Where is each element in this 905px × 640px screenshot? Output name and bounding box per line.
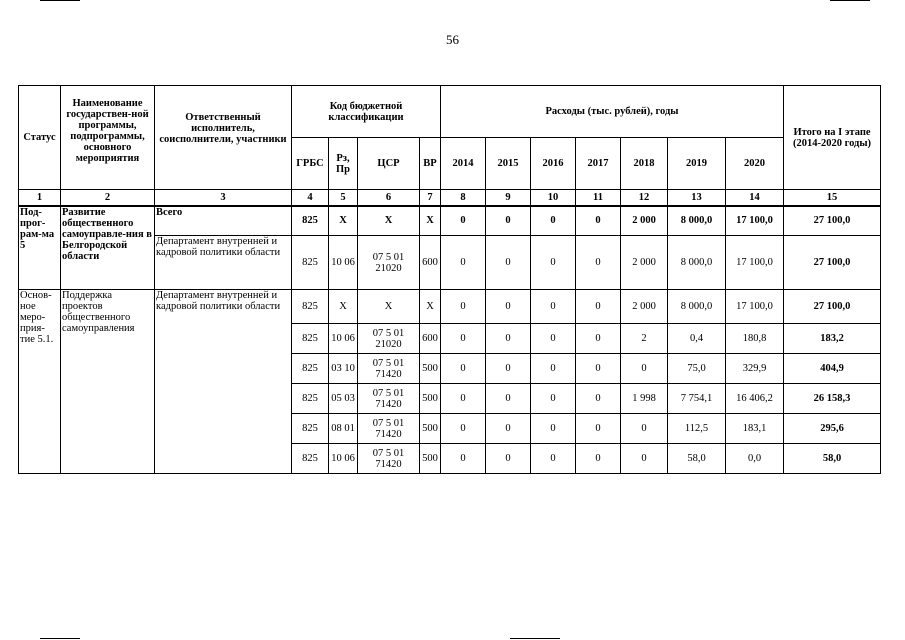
cell-2016: 0 bbox=[531, 354, 576, 384]
header-vr: ВР bbox=[420, 138, 441, 190]
cell-2015: 0 bbox=[486, 354, 531, 384]
cell-2015: 0 bbox=[486, 324, 531, 354]
cell-2015: 0 bbox=[486, 206, 531, 236]
cell-2018: 0 bbox=[621, 354, 668, 384]
cell-2015: 0 bbox=[486, 384, 531, 414]
cell-2018: 0 bbox=[621, 414, 668, 444]
cell-csr: Х bbox=[358, 290, 420, 324]
cell-grbs: 825 bbox=[292, 414, 329, 444]
cell-2020: 180,8 bbox=[726, 324, 784, 354]
column-number: 9 bbox=[486, 190, 531, 206]
cell-vr: 500 bbox=[420, 414, 441, 444]
scan-edge-mark bbox=[510, 638, 560, 639]
column-number: 6 bbox=[358, 190, 420, 206]
cell-2017: 0 bbox=[576, 206, 621, 236]
cell-grbs: 825 bbox=[292, 206, 329, 236]
cell-2016: 0 bbox=[531, 236, 576, 290]
cell-grbs: 825 bbox=[292, 354, 329, 384]
cell-2017: 0 bbox=[576, 324, 621, 354]
cell-2020: 17 100,0 bbox=[726, 290, 784, 324]
cell-rzpr: 03 10 bbox=[329, 354, 358, 384]
cell-2017: 0 bbox=[576, 354, 621, 384]
cell-2020: 17 100,0 bbox=[726, 206, 784, 236]
cell-vr: 600 bbox=[420, 236, 441, 290]
header-year: 2018 bbox=[621, 138, 668, 190]
cell-2018: 2 000 bbox=[621, 290, 668, 324]
column-number: 10 bbox=[531, 190, 576, 206]
cell-2014: 0 bbox=[441, 384, 486, 414]
cell-vr: 500 bbox=[420, 444, 441, 474]
cell-2019: 112,5 bbox=[668, 414, 726, 444]
cell-2014: 0 bbox=[441, 290, 486, 324]
cell-total: 27 100,0 bbox=[784, 290, 881, 324]
cell-2017: 0 bbox=[576, 290, 621, 324]
cell-2016: 0 bbox=[531, 414, 576, 444]
cell-2019: 8 000,0 bbox=[668, 206, 726, 236]
cell-rzpr: 10 06 bbox=[329, 236, 358, 290]
column-number: 5 bbox=[329, 190, 358, 206]
cell-2014: 0 bbox=[441, 354, 486, 384]
cell-2020: 16 406,2 bbox=[726, 384, 784, 414]
header-year: 2014 bbox=[441, 138, 486, 190]
budget-table bbox=[18, 85, 881, 474]
cell-2019: 0,4 bbox=[668, 324, 726, 354]
header-status: Статус bbox=[19, 86, 61, 190]
cell-total: 295,6 bbox=[784, 414, 881, 444]
cell-2020: 17 100,0 bbox=[726, 236, 784, 290]
cell-2015: 0 bbox=[486, 236, 531, 290]
cell-2018: 0 bbox=[621, 444, 668, 474]
cell-csr: 07 5 01 21020 bbox=[358, 324, 420, 354]
cell-vr: 500 bbox=[420, 384, 441, 414]
cell-2020: 0,0 bbox=[726, 444, 784, 474]
cell-grbs: 825 bbox=[292, 290, 329, 324]
cell-2018: 2 bbox=[621, 324, 668, 354]
column-number: 8 bbox=[441, 190, 486, 206]
cell-total: 27 100,0 bbox=[784, 206, 881, 236]
cell-2014: 0 bbox=[441, 324, 486, 354]
cell-rzpr: 08 01 bbox=[329, 414, 358, 444]
row-executor: Департамент внутренней и кадровой политики области bbox=[155, 290, 292, 474]
cell-2016: 0 bbox=[531, 206, 576, 236]
table-row bbox=[19, 206, 881, 236]
cell-2014: 0 bbox=[441, 414, 486, 444]
row-status: Основ-ное меро-прия-тие 5.1. bbox=[19, 290, 61, 474]
table-row bbox=[19, 290, 881, 324]
scan-edge-mark bbox=[830, 0, 870, 1]
cell-rzpr: Х bbox=[329, 290, 358, 324]
cell-csr: 07 5 01 71420 bbox=[358, 354, 420, 384]
header-csr: ЦСР bbox=[358, 138, 420, 190]
cell-2019: 8 000,0 bbox=[668, 290, 726, 324]
header-year: 2015 bbox=[486, 138, 531, 190]
cell-2019: 8 000,0 bbox=[668, 236, 726, 290]
header-expenses: Расходы (тыс. рублей), годы bbox=[441, 86, 784, 138]
cell-total: 27 100,0 bbox=[784, 236, 881, 290]
cell-2018: 2 000 bbox=[621, 206, 668, 236]
cell-vr: 500 bbox=[420, 354, 441, 384]
cell-rzpr: 05 03 bbox=[329, 384, 358, 414]
cell-vr: 600 bbox=[420, 324, 441, 354]
cell-total: 58,0 bbox=[784, 444, 881, 474]
cell-total: 26 158,3 bbox=[784, 384, 881, 414]
cell-2016: 0 bbox=[531, 384, 576, 414]
cell-vr: Х bbox=[420, 206, 441, 236]
page-number: 56 bbox=[446, 32, 459, 47]
cell-2015: 0 bbox=[486, 414, 531, 444]
header-grbs: ГРБС bbox=[292, 138, 329, 190]
row-name: Поддержка проектов общественного самоуправления bbox=[61, 290, 155, 474]
column-numbers-row bbox=[19, 190, 881, 206]
row-status: Под-прог-рам-ма 5 bbox=[19, 206, 61, 290]
cell-rzpr: 10 06 bbox=[329, 444, 358, 474]
header-year: 2016 bbox=[531, 138, 576, 190]
header-row-1 bbox=[19, 86, 881, 138]
header-total: Итого на I этапе (2014-2020 годы) bbox=[784, 86, 881, 190]
cell-2016: 0 bbox=[531, 324, 576, 354]
column-number: 11 bbox=[576, 190, 621, 206]
cell-2014: 0 bbox=[441, 444, 486, 474]
scan-edge-mark bbox=[40, 638, 80, 639]
cell-rzpr: Х bbox=[329, 206, 358, 236]
cell-2018: 1 998 bbox=[621, 384, 668, 414]
column-number: 1 bbox=[19, 190, 61, 206]
cell-2016: 0 bbox=[531, 444, 576, 474]
header-name: Наименование государствен-ной программы, подпрограммы, основного мероприятия bbox=[61, 86, 155, 190]
cell-2019: 58,0 bbox=[668, 444, 726, 474]
row-name: Развитие общественного самоуправле-ния в Белгородской области bbox=[61, 206, 155, 290]
column-number: 4 bbox=[292, 190, 329, 206]
cell-2020: 183,1 bbox=[726, 414, 784, 444]
cell-vr: Х bbox=[420, 290, 441, 324]
cell-csr: 07 5 01 21020 bbox=[358, 236, 420, 290]
header-budget-code: Код бюджетной классификации bbox=[292, 86, 441, 138]
cell-grbs: 825 bbox=[292, 236, 329, 290]
column-number: 2 bbox=[61, 190, 155, 206]
header-executor: Ответственный исполнитель, соисполнители, участники bbox=[155, 86, 292, 190]
cell-csr: 07 5 01 71420 bbox=[358, 384, 420, 414]
cell-total: 404,9 bbox=[784, 354, 881, 384]
column-number: 12 bbox=[621, 190, 668, 206]
header-year: 2019 bbox=[668, 138, 726, 190]
cell-2015: 0 bbox=[486, 290, 531, 324]
cell-grbs: 825 bbox=[292, 444, 329, 474]
row-executor: Департамент внутренней и кадровой политики области bbox=[155, 236, 292, 290]
cell-grbs: 825 bbox=[292, 384, 329, 414]
cell-2016: 0 bbox=[531, 290, 576, 324]
row-executor: Всего bbox=[155, 206, 292, 236]
column-number: 13 bbox=[668, 190, 726, 206]
cell-rzpr: 10 06 bbox=[329, 324, 358, 354]
cell-2017: 0 bbox=[576, 384, 621, 414]
cell-csr: 07 5 01 71420 bbox=[358, 414, 420, 444]
header-year: 2017 bbox=[576, 138, 621, 190]
scan-edge-mark bbox=[40, 0, 80, 1]
cell-2015: 0 bbox=[486, 444, 531, 474]
header-year: 2020 bbox=[726, 138, 784, 190]
column-number: 15 bbox=[784, 190, 881, 206]
column-number: 7 bbox=[420, 190, 441, 206]
column-number: 14 bbox=[726, 190, 784, 206]
cell-total: 183,2 bbox=[784, 324, 881, 354]
cell-2017: 0 bbox=[576, 236, 621, 290]
cell-2017: 0 bbox=[576, 444, 621, 474]
cell-2014: 0 bbox=[441, 206, 486, 236]
cell-csr: Х bbox=[358, 206, 420, 236]
cell-grbs: 825 bbox=[292, 324, 329, 354]
cell-2017: 0 bbox=[576, 414, 621, 444]
cell-2019: 7 754,1 bbox=[668, 384, 726, 414]
cell-csr: 07 5 01 71420 bbox=[358, 444, 420, 474]
cell-2014: 0 bbox=[441, 236, 486, 290]
cell-2019: 75,0 bbox=[668, 354, 726, 384]
header-rzpr: Рз, Пр bbox=[329, 138, 358, 190]
cell-2018: 2 000 bbox=[621, 236, 668, 290]
column-number: 3 bbox=[155, 190, 292, 206]
cell-2020: 329,9 bbox=[726, 354, 784, 384]
